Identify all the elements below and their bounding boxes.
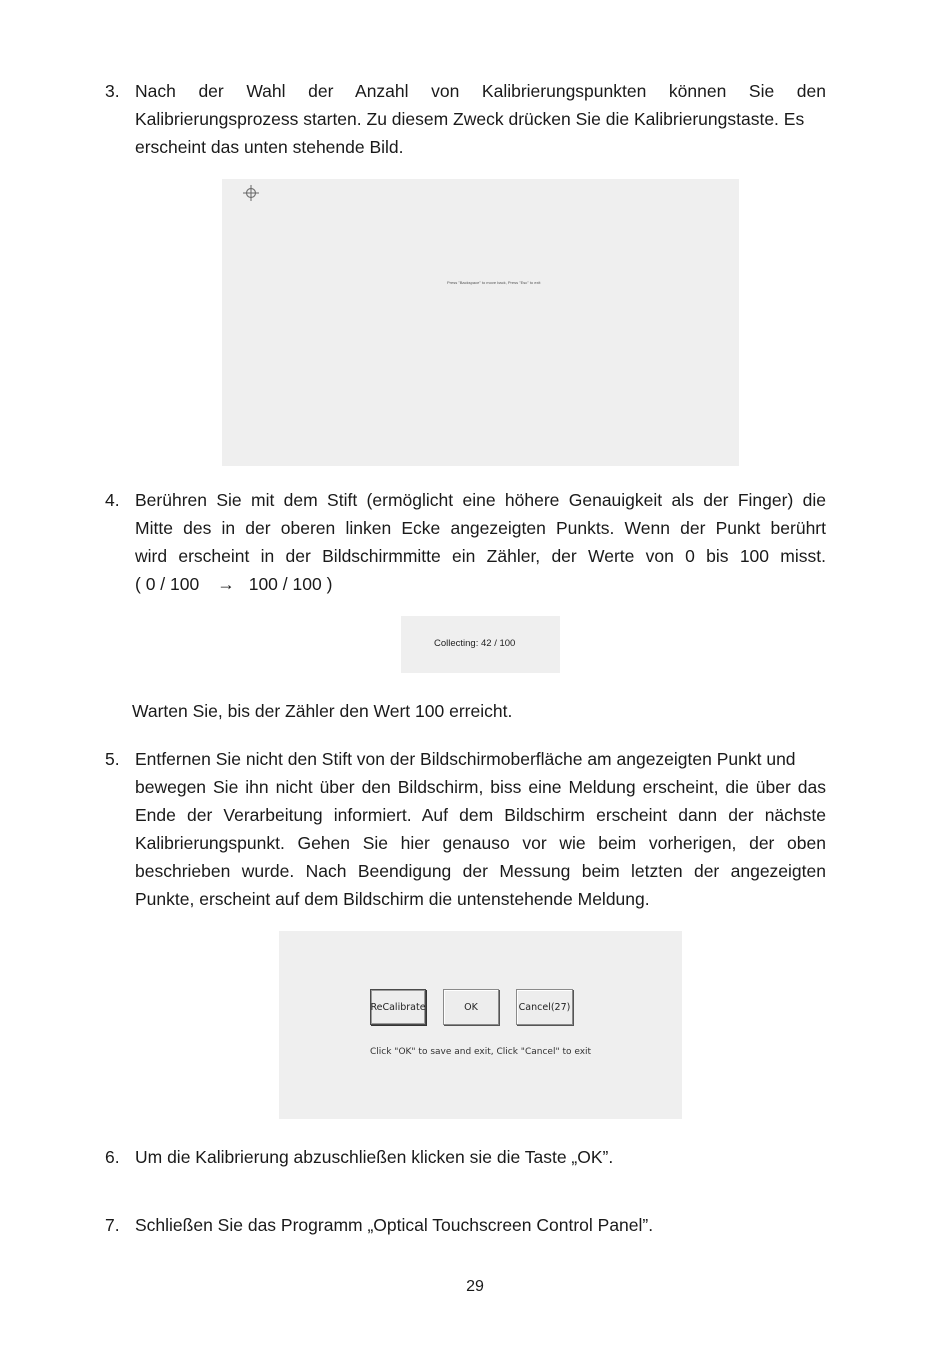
page-number: 29 [466, 1278, 484, 1295]
text-line: Kalibrierungsprozess starten. Zu diesem Zweck drücken Sie die Kalibrierungstaste. Es [135, 109, 805, 129]
step-number: 7. [105, 1215, 120, 1235]
step-5 [105, 745, 826, 913]
text-line: Ende der Verarbeitung informiert. Auf dem Bildschirm erscheint dann der nächste [135, 805, 826, 825]
dialog-hint: Click "OK" to save and exit, Click "Cancel" to exit [370, 1047, 592, 1057]
cancel-button[interactable]: Cancel(27) [516, 989, 573, 1025]
step-number: 4. [105, 490, 120, 510]
counter-image [401, 616, 560, 673]
step-7 [105, 1211, 654, 1239]
calibration-screen-image [222, 179, 739, 466]
range-start: ( 0 / 100 [135, 574, 200, 594]
step-number: 3. [105, 81, 120, 101]
arrow-right-icon: → [217, 574, 235, 594]
text-line: Mitte des in der oberen linken Ecke angezeigten Punkts. Wenn der Punkt berührt [135, 518, 826, 538]
step-6 [105, 1143, 614, 1171]
recalibrate-button[interactable]: ReCalibrate [370, 989, 426, 1025]
step-number: 6. [105, 1147, 120, 1167]
range-end: 100 / 100 ) [248, 574, 333, 594]
text-line: Punkte, erscheint auf dem Bildschirm die untenstehende Meldung. [135, 889, 650, 909]
step-text: Schließen Sie das Programm „Optical Touchscreen Control Panel”. [135, 1215, 654, 1235]
text-line: Kalibrierungspunkt. Gehen Sie hier genauso vor wie beim vorherigen, der oben [135, 833, 826, 853]
text-line: Berühren Sie mit dem Stift (ermöglicht eine höhere Genauigkeit als der Finger) die [135, 490, 826, 510]
step-text: Um die Kalibrierung abzuschließen klicken sie die Taste „OK”. [135, 1147, 614, 1167]
text-line: Entfernen Sie nicht den Stift von der Bildschirmoberfläche am angezeigten Punkt und [135, 749, 796, 769]
step-3 [105, 77, 826, 161]
text-line: beschrieben wurde. Nach Beendigung der Messung beim letzten der angezeigten [135, 861, 826, 881]
text-line [135, 570, 826, 598]
text-line: erscheint das unten stehende Bild. [135, 137, 404, 157]
crosshair-icon [243, 185, 259, 201]
calibration-instructions: Press "Backspace" to move back, Press "Esc" to exit [447, 280, 541, 285]
text-line: bewegen Sie ihn nicht über den Bildschirm, biss eine Meldung erscheint, die über das [135, 777, 826, 797]
ok-button[interactable]: OK [443, 989, 499, 1025]
collecting-counter: Collecting: 42 / 100 [434, 638, 516, 649]
step-4 [105, 486, 826, 598]
calibration-result-dialog-image [279, 931, 682, 1119]
wait-text: Warten Sie, bis der Zähler den Wert 100 erreicht. [132, 701, 513, 721]
step-number: 5. [105, 749, 120, 769]
text-line: Nach der Wahl der Anzahl von Kalibrierungspunkten können Sie den [135, 81, 826, 101]
text-line: wird erscheint in der Bildschirmmitte ein Zähler, der Werte von 0 bis 100 misst. [135, 546, 826, 566]
